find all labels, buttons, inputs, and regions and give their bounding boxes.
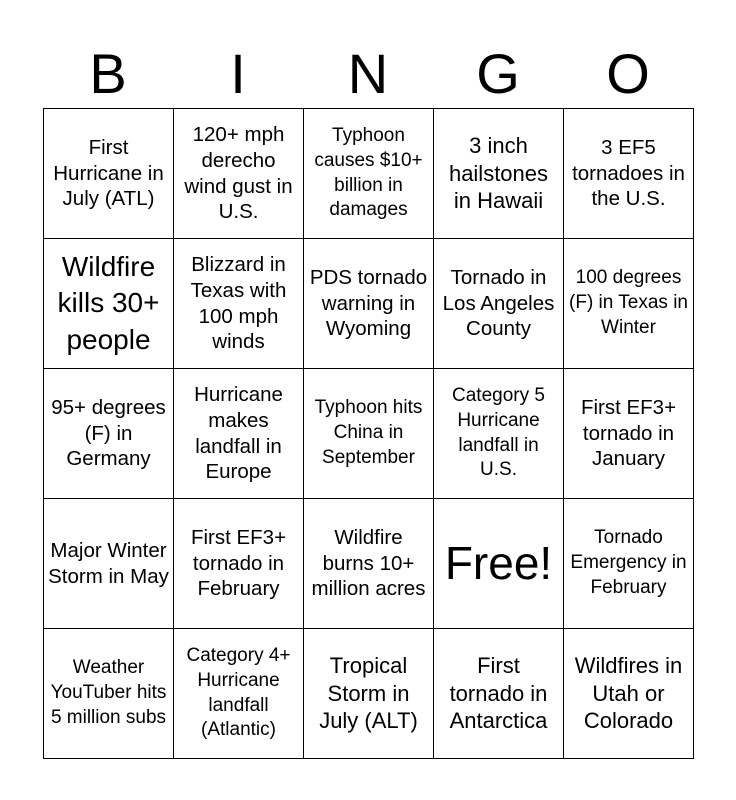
board-row <box>44 369 694 499</box>
bingo-cell[interactable]: Typhoon causes $10+ billion in damages <box>304 109 434 239</box>
bingo-cell[interactable]: First Hurricane in July (ATL) <box>44 109 174 239</box>
bingo-cell[interactable]: Category 5 Hurricane landfall in U.S. <box>434 369 564 499</box>
bingo-cell[interactable]: Category 4+ Hurricane landfall (Atlantic) <box>174 629 304 759</box>
bingo-cell[interactable]: 95+ degrees (F) in Germany <box>44 369 174 499</box>
bingo-cell[interactable]: PDS tornado warning in Wyoming <box>304 239 434 369</box>
free-space-cell[interactable]: Free! <box>434 499 564 629</box>
board-row <box>44 629 694 759</box>
bingo-cell[interactable]: Tornado Emergency in February <box>564 499 694 629</box>
bingo-cell[interactable]: Wildfires in Utah or Colorado <box>564 629 694 759</box>
board-row <box>44 239 694 369</box>
bingo-cell[interactable]: Wildfire kills 30+ people <box>44 239 174 369</box>
bingo-cell[interactable]: 3 EF5 tornadoes in the U.S. <box>564 109 694 239</box>
bingo-cell[interactable]: 3 inch hailstones in Hawaii <box>434 109 564 239</box>
bingo-cell[interactable]: Major Winter Storm in May <box>44 499 174 629</box>
bingo-cell[interactable]: Hurricane makes landfall in Europe <box>174 369 304 499</box>
header-letter-g: G <box>476 42 520 105</box>
board-row <box>44 499 694 629</box>
bingo-cell[interactable]: 100 degrees (F) in Texas in Winter <box>564 239 694 369</box>
header-letter-i: I <box>230 42 246 105</box>
bingo-cell[interactable]: 120+ mph derecho wind gust in U.S. <box>174 109 304 239</box>
bingo-header <box>43 40 693 108</box>
header-letter-n: N <box>347 42 389 105</box>
board-row <box>44 109 694 239</box>
bingo-cell[interactable]: First EF3+ tornado in January <box>564 369 694 499</box>
bingo-cell[interactable]: First tornado in Antarctica <box>434 629 564 759</box>
bingo-board <box>43 108 694 759</box>
header-letter-o: O <box>606 42 650 105</box>
header-letter-b: B <box>89 42 127 105</box>
bingo-cell[interactable]: First EF3+ tornado in February <box>174 499 304 629</box>
bingo-cell[interactable]: Weather YouTuber hits 5 million subs <box>44 629 174 759</box>
bingo-cell[interactable]: Typhoon hits China in September <box>304 369 434 499</box>
bingo-cell[interactable]: Tornado in Los Angeles County <box>434 239 564 369</box>
bingo-cell[interactable]: Blizzard in Texas with 100 mph winds <box>174 239 304 369</box>
bingo-cell[interactable]: Wildfire burns 10+ million acres <box>304 499 434 629</box>
bingo-cell[interactable]: Tropical Storm in July (ALT) <box>304 629 434 759</box>
